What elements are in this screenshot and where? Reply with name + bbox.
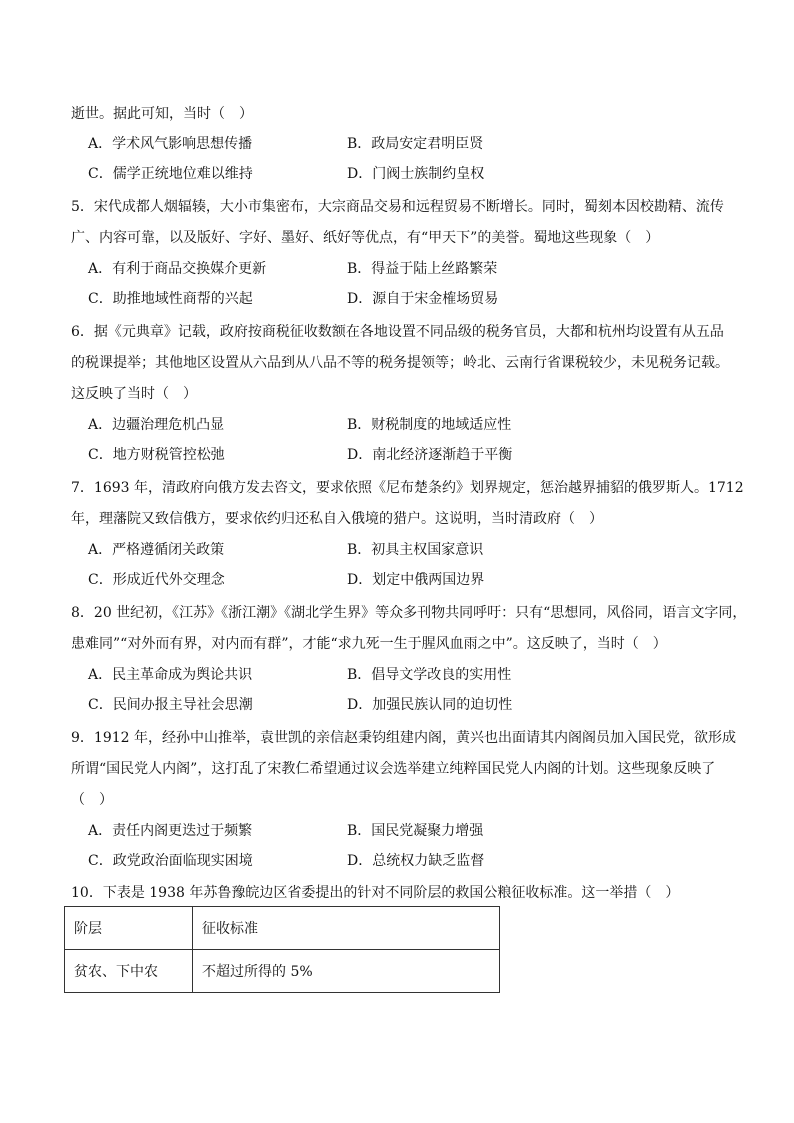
q8-option-d: D．加强民族认同的迫切性 <box>347 697 513 713</box>
q6-stem-line-2: 的税课提举；其他地区设置从六品到从八品不等的税务提领等；岭北、云南行省课税较少，未见税务记载。 <box>71 355 729 371</box>
q9-stem-line-2: 所谓“国民党人内阁”，这打乱了宋教仁希望通过议会选举建立纯粹国民党人内阁的计划。这些现象反映了 <box>71 761 716 777</box>
q9-stem-line-1: 9．1912 年，经孙中山推举，袁世凯的亲信赵秉钧组建内阁，黄兴也出面请其内阁阁员加入国民党，欲形成 <box>71 730 736 746</box>
table-row <box>65 950 500 993</box>
q8-option-b: B．倡导文学改良的实用性 <box>347 667 512 683</box>
q4-option-c: C．儒学正统地位难以维持 <box>88 166 253 182</box>
q8-option-a: A．民主革命成为舆论共识 <box>88 667 253 683</box>
table-header-cell: 阶层 <box>65 907 193 950</box>
q5-option-d: D．源自于宋金榷场贸易 <box>347 291 499 307</box>
q7-option-c: C．形成近代外交理念 <box>88 572 225 588</box>
q4-option-d: D．门阀士族制约皇权 <box>347 166 485 182</box>
q5-option-a: A．有利于商品交换媒介更新 <box>88 261 267 277</box>
q10-table <box>64 906 500 993</box>
q7-option-d: D．划定中俄两国边界 <box>347 572 485 588</box>
q8-option-c: C．民间办报主导社会思潮 <box>88 697 253 713</box>
q6-stem-line-3: 这反映了当时（ ） <box>71 386 197 402</box>
q6-stem-line-1: 6．据《元典章》记载，政府按商税征收数额在各地设置不同品级的税务官员，大都和杭州均设置有从五品 <box>71 324 724 340</box>
table-header-row <box>65 907 500 950</box>
q4-option-b: B．政局安定君明臣贤 <box>347 136 484 152</box>
table-cell: 贫农、下中农 <box>65 950 193 993</box>
q4-option-a: A．学术风气影响思想传播 <box>88 136 253 152</box>
q9-option-c: C．政党政治面临现实困境 <box>88 853 253 869</box>
q5-option-b: B．得益于陆上丝路繁荣 <box>347 261 498 277</box>
q6-option-b: B．财税制度的地域适应性 <box>347 417 512 433</box>
q10-stem: 10．下表是 1938 年苏鲁豫皖边区省委提出的针对不同阶层的救国公粮征收标准。这一举措（ ） <box>71 885 680 901</box>
q4-stem-tail: 逝世。据此可知，当时（ ） <box>71 106 253 122</box>
q9-option-b: B．国民党凝聚力增强 <box>347 823 484 839</box>
q8-stem-line-1: 8．20 世纪初，《江苏》《浙江潮》《湖北学生界》等众多刊物共同呼吁：只有“思想同，风俗同，语言文字同， <box>71 605 747 621</box>
q9-stem-line-3: （ ） <box>71 792 113 808</box>
q8-stem-line-2: 患难同”“对外而有界，对内而有群”，才能“求九死一生于腥风血雨之中”。这反映了，当时（ ） <box>71 636 667 652</box>
q6-option-c: C．地方财税管控松弛 <box>88 447 225 463</box>
q7-option-b: B．初具主权国家意识 <box>347 542 484 558</box>
q5-stem-line-2: 广、内容可靠，以及版好、字好、墨好、纸好等优点，有“甲天下”的美誉。蜀地这些现象（ ） <box>71 230 660 246</box>
q9-option-a: A．责任内阁更迭过于频繁 <box>88 823 253 839</box>
table-cell: 不超过所得的 5% <box>193 950 500 993</box>
q9-option-d: D．总统权力缺乏监督 <box>347 853 485 869</box>
table-header-cell: 征收标准 <box>193 907 500 950</box>
q7-stem-line-2: 年，理藩院又致信俄方，要求依约归还私自入俄境的猎户。这说明，当时清政府（ ） <box>71 511 603 527</box>
q6-option-a: A．边疆治理危机凸显 <box>88 417 225 433</box>
q7-option-a: A．严格遵循闭关政策 <box>88 542 225 558</box>
q5-stem-line-1: 5．宋代成都人烟辐辏，大小市集密布，大宗商品交易和远程贸易不断增长。同时，蜀刻本因校勘精、流传 <box>71 199 724 215</box>
q5-option-c: C．助推地域性商帮的兴起 <box>88 291 253 307</box>
q6-option-d: D．南北经济逐渐趋于平衡 <box>347 447 513 463</box>
q7-stem-line-1: 7．1693 年，清政府向俄方发去咨文，要求依照《尼布楚条约》划界规定，惩治越界捕貂的俄罗斯人。1712 <box>71 480 744 496</box>
